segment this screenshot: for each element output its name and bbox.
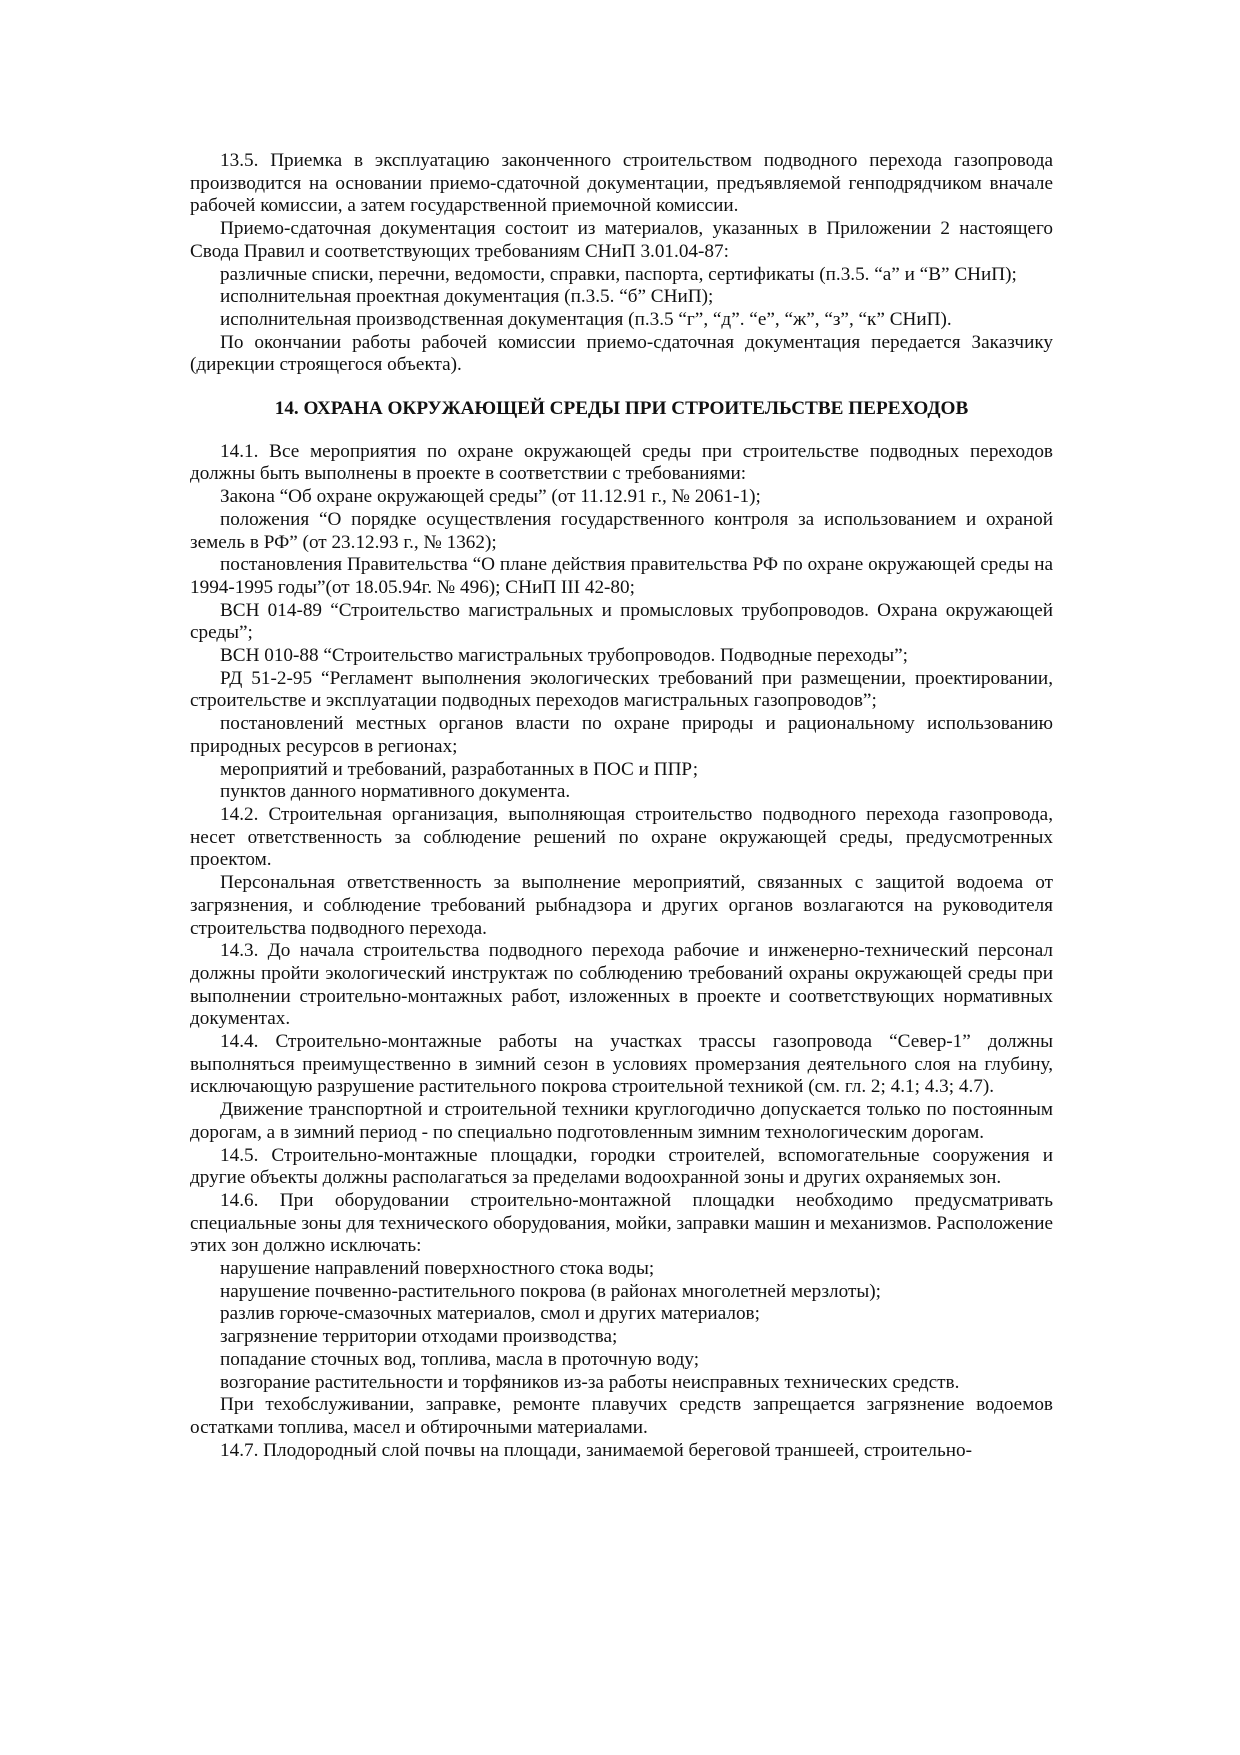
paragraph-personal-responsibility: Персональная ответственность за выполнение мероприятий, связанных с защитой водоема от загрязнения, и соблюдение требований рыбнадзора и других органов возлагаются на руководителя строительства подводного перехода. [190, 872, 1053, 939]
list-item: нарушение направлений поверхностного стока воды; [220, 1258, 655, 1280]
list-item: загрязнение территории отходами производства; [220, 1326, 618, 1348]
paragraph-14-3: 14.3. До начала строительства подводного перехода рабочие и инженерно-технический персонал должны пройти экологический инструктаж по соблюдению требований охраны окружающей среды при выполнении строительно-монтажных работ, изложенных в проекте и соответствующих нормативных документах. [190, 940, 1053, 1030]
paragraph-14-7: 14.7. Плодородный слой почвы на площади, занимаемой береговой траншеей, строительно- [220, 1439, 972, 1461]
section-13 [190, 150, 1053, 377]
section-14-heading: 14. ОХРАНА ОКРУЖАЮЩЕЙ СРЕДЫ ПРИ СТРОИТЕЛЬСТВЕ ПЕРЕХОДОВ [274, 398, 969, 420]
list-item: попадание сточных вод, топлива, масла в проточную воду; [220, 1348, 700, 1370]
list-item: нарушение почвенно-растительного покрова (в районах многолетней мерзлоты); [220, 1280, 881, 1302]
list-item: разлив горюче-смазочных материалов, смол и других материалов; [220, 1303, 760, 1325]
list-item: Закона “Об охране окружающей среды” (от 11.12.91 г., № 2061-1); [220, 486, 761, 508]
paragraph-14-5: 14.5. Строительно-монтажные площадки, городки строителей, вспомогательные сооружения и другие объекты должны располагаться за пределами водоохранной зоны и других охраняемых зон. [190, 1144, 1053, 1189]
paragraph-maintenance: При техобслуживании, заправке, ремонте плавучих средств запрещается загрязнение водоемов остатками топлива, масел и обтирочными материалами. [190, 1394, 1053, 1438]
list-item: исполнительная производственная документация (п.3.5 “г”, “д”. “е”, “ж”, “з”, “к” СНиП). [220, 308, 952, 330]
paragraph-14-1: 14.1. Все мероприятия по охране окружающей среды при строительстве подводных переходов должны быть выполнены в проекте в соответствии с требованиями: [190, 440, 1053, 485]
list-item: постановлений местных органов власти по охране природы и рациональному использованию природных ресурсов в регионах; [190, 713, 1053, 757]
document-page [190, 150, 1053, 1462]
list-item: ВСН 014-89 “Строительство магистральных и промысловых трубопроводов. Охрана окружающей среды”; [190, 599, 1053, 644]
list-item: исполнительная проектная документация (п.3.5. “б” СНиП); [220, 286, 714, 308]
list-item: возгорание растительности и торфяников из-за работы неисправных технических средств. [220, 1371, 960, 1393]
paragraph-acceptance-docs: Приемо-сдаточная документация состоит из материалов, указанных в Приложении 2 настоящего Свода Правил и соответствующих требованиям СНиП 3.01.04-87: [190, 218, 1053, 262]
paragraph-commission-end: По окончании работы рабочей комиссии приемо-сдаточная документация передается Заказчику (дирекции строящегося объекта). [190, 331, 1053, 376]
paragraph-13-5: 13.5. Приемка в эксплуатацию законченного строительством подводного перехода газопровода производится на основании приемо-сдаточной документации, предъявляемой генподрядчиком вначале рабочей комиссии, а затем государственной приемочной комиссии. [190, 150, 1053, 217]
list-item: ВСН 010-88 “Строительство магистральных трубопроводов. Подводные переходы”; [220, 645, 908, 667]
list-item: положения “О порядке осуществления государственного контроля за использованием и охраной земель в РФ” (от 23.12.93 г., № 1362); [190, 508, 1053, 553]
paragraph-14-6: 14.6. При оборудовании строительно-монтажной площадки необходимо предусматривать специальные зоны для технического оборудования, мойки, заправки машин и механизмов. Расположение этих зон должно исключать: [190, 1189, 1053, 1257]
list-item: РД 51-2-95 “Регламент выполнения экологических требований при размещении, проектировании, строительстве и эксплуатации подводных переходов магистральных газопроводов”; [190, 667, 1053, 712]
section-14 [190, 441, 1053, 1463]
paragraph-transport-movement: Движение транспортной и строительной техники круглогодично допускается только по постоянным дорогам, а в зимний период - по специально подготовленным зимним технологическим дорогам. [190, 1099, 1053, 1143]
paragraph-14-4: 14.4. Строительно-монтажные работы на участках трассы газопровода “Север-1” должны выполняться преимущественно в зимний сезон в условиях промерзания деятельного слоя на глубину, исключающую разрушение растительного покрова строительной техникой (см. гл. 2; 4.1; 4.3; 4.7). [190, 1031, 1053, 1098]
list-item: мероприятий и требований, разработанных в ПОС и ППР; [220, 758, 699, 780]
list-item: различные списки, перечни, ведомости, справки, паспорта, сертификаты (п.3.5. “а” и “В” СНиП); [220, 263, 1017, 285]
paragraph-14-2: 14.2. Строительная организация, выполняющая строительство подводного перехода газопровода, несет ответственность за соблюдение решений по охране окружающей среды, предусмотренных проектом. [190, 803, 1053, 871]
list-item: постановления Правительства “О плане действия правительства РФ по охране окружающей среды на 1994-1995 годы”(от 18.05.94г. № 496); СНиП III 42-80; [190, 554, 1053, 598]
list-item: пунктов данного нормативного документа. [220, 781, 571, 803]
